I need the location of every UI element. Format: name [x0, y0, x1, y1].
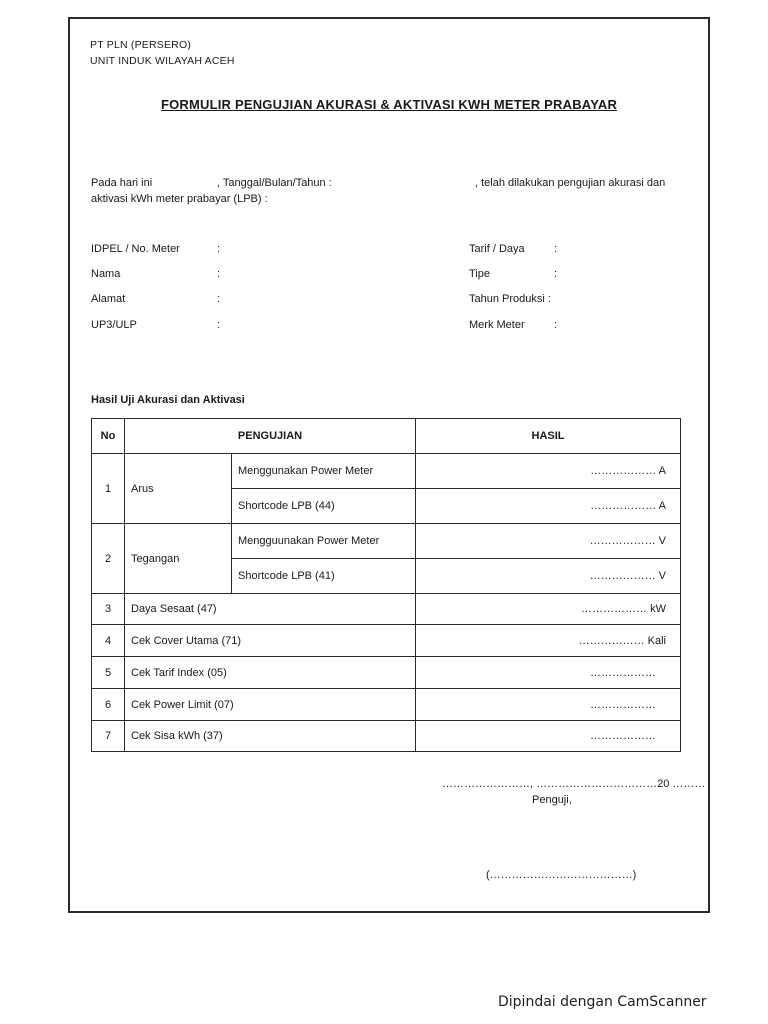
field-tipe-label: Tipe	[469, 268, 490, 280]
row-result: ……………… A	[416, 454, 681, 489]
table-row	[92, 524, 681, 559]
field-up3-label: UP3/ULP	[91, 319, 137, 331]
intro-tail: , telah dilakukan pengujian akurasi dan	[475, 177, 666, 189]
col-no-header: No	[92, 419, 125, 454]
table-row	[92, 594, 681, 625]
row-sub-label: Mengguunakan Power Meter	[232, 524, 416, 559]
field-idpel-colon: :	[217, 243, 221, 255]
row-name: Arus	[125, 454, 232, 524]
field-alamat-colon: :	[217, 293, 221, 305]
intro-line2: aktivasi kWh meter prabayar (LPB) :	[91, 193, 268, 205]
col-result-header: HASIL	[416, 419, 681, 454]
field-alamat-label: Alamat	[91, 293, 126, 305]
field-idpel-label: IDPEL / No. Meter	[91, 243, 180, 255]
row-result: ………………	[416, 689, 681, 721]
results-table	[91, 418, 681, 752]
field-nama-label: Nama	[91, 268, 121, 280]
table-row	[92, 721, 681, 752]
field-up3-colon: :	[217, 319, 221, 331]
row-name: Daya Sesaat (47)	[125, 594, 416, 625]
row-name: Cek Tarif Index (05)	[125, 657, 416, 689]
form-title: FORMULIR PENGUJIAN AKURASI & AKTIVASI KWH METER PRABAYAR	[160, 97, 618, 112]
row-result: ……………… Kali	[416, 625, 681, 657]
org-unit: UNIT INDUK WILAYAH ACEH	[90, 55, 235, 67]
row-no: 7	[92, 721, 125, 752]
table-row	[92, 454, 681, 489]
row-no: 5	[92, 657, 125, 689]
table-row	[92, 689, 681, 721]
scanner-watermark: Dipindai dengan CamScanner	[498, 994, 707, 1010]
row-sub-label: Shortcode LPB (41)	[232, 559, 416, 594]
row-result: ……………… V	[416, 524, 681, 559]
row-no: 2	[92, 524, 125, 594]
row-name: Cek Cover Utama (71)	[125, 625, 416, 657]
table-row	[92, 625, 681, 657]
table-row	[92, 657, 681, 689]
form-page	[68, 17, 710, 913]
row-result: ………………	[416, 657, 681, 689]
table-header-row	[92, 419, 681, 454]
row-result: ………………	[416, 721, 681, 752]
signature-name-line: (…………………………………)	[486, 869, 637, 881]
intro-day-label: Pada hari ini	[91, 177, 153, 189]
intro-date-label: , Tanggal/Bulan/Tahun :	[217, 177, 332, 189]
org-name: PT PLN (PERSERO)	[90, 39, 192, 51]
row-name: Tegangan	[125, 524, 232, 594]
field-tahun-label: Tahun Produksi :	[469, 293, 551, 305]
row-no: 1	[92, 454, 125, 524]
field-merk-label: Merk Meter	[469, 319, 525, 331]
field-tipe-colon: :	[554, 268, 558, 280]
row-name: Cek Sisa kWh (37)	[125, 721, 416, 752]
field-tarif-colon: :	[554, 243, 558, 255]
row-no: 4	[92, 625, 125, 657]
row-result: ……………… A	[416, 489, 681, 524]
signature-place-date: ……………………, ……………………………20 ………	[442, 778, 706, 790]
field-merk-colon: :	[554, 319, 558, 331]
field-nama-colon: :	[217, 268, 221, 280]
results-heading: Hasil Uji Akurasi dan Aktivasi	[91, 394, 245, 406]
row-sub-label: Shortcode LPB (44)	[232, 489, 416, 524]
row-no: 6	[92, 689, 125, 721]
row-sub-label: Menggunakan Power Meter	[232, 454, 416, 489]
row-result: ……………… kW	[416, 594, 681, 625]
row-no: 3	[92, 594, 125, 625]
signature-role: Penguji,	[532, 794, 572, 806]
field-tarif-label: Tarif / Daya	[469, 243, 525, 255]
row-name: Cek Power Limit (07)	[125, 689, 416, 721]
row-result: ……………… V	[416, 559, 681, 594]
col-test-header: PENGUJIAN	[125, 419, 416, 454]
